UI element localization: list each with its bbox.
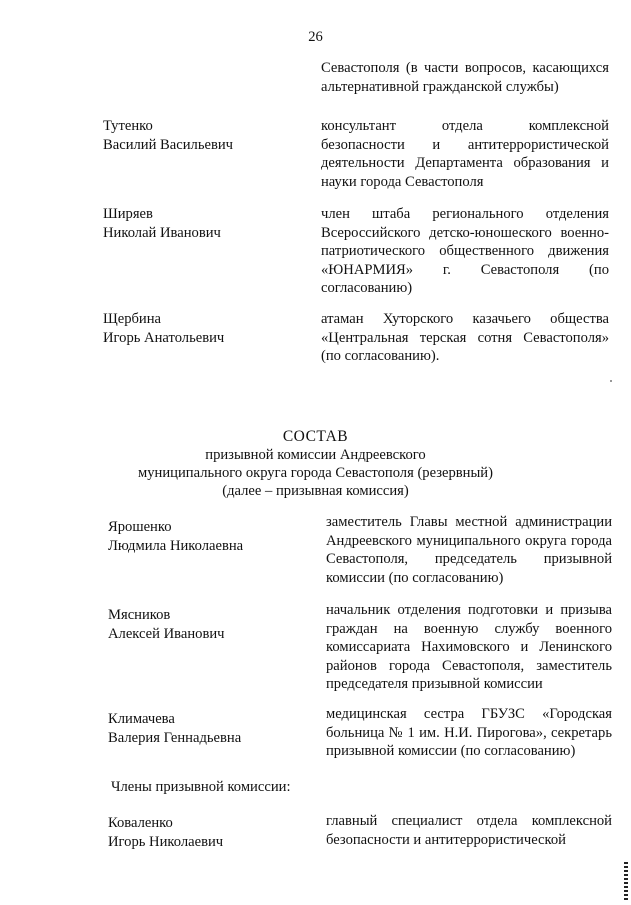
scan-speck xyxy=(610,380,612,382)
person-name-shiryaev: Ширяев Николай Иванович xyxy=(103,206,221,241)
person-role-klimacheva: медицинская сестра ГБУЗС «Городская больница № 1 им. Н.И. Пирогова», секретарь призывной комиссии (по согласованию) xyxy=(326,706,612,760)
person-role-kovalenko: главный специалист отдела комплексной безопасности и антитеррористической xyxy=(326,813,612,848)
members-label: Члены призывной комиссии: xyxy=(111,779,291,795)
person-role-yaroshenko: заместитель Главы местной администрации Андреевского муниципального округа города Севастополя, председатель призывной комиссии (по согласованию) xyxy=(326,514,612,586)
person-name-tutenko: Тутенко Василий Васильевич xyxy=(103,118,234,153)
person-name-shcherbina: Щербина Игорь Анатольевич xyxy=(103,311,225,346)
section-subtitle-line-2: муниципального округа города Севастополя (резервный) xyxy=(138,465,493,481)
person-role-shcherbina: атаман Хуторского казачьего общества «Центральная терская сотня Севастополя» (по согласованию). xyxy=(321,311,609,365)
person-role-tutenko: консультант отдела комплексной безопасности и антитеррористической деятельности Департамента образования и науки города Севастополя xyxy=(321,118,609,190)
section-subtitle-line-1: призывной комиссии Андреевского xyxy=(205,447,426,463)
person-name-kovalenko: Коваленко Игорь Николаевич xyxy=(108,815,224,850)
person-role-shiryaev: член штаба регионального отделения Всероссийского детско-юношеского военно-патриотического общественного движения «ЮНАРМИЯ» г. Севастополя (по согласованию) xyxy=(321,206,609,297)
scan-edge-mark xyxy=(624,862,628,900)
person-name-yaroshenko: Ярошенко Людмила Николаевна xyxy=(108,519,244,554)
top-continuation-text: Севастополя (в части вопросов, касающихся альтернативной гражданской службы) xyxy=(321,60,609,95)
person-role-myasnikov: начальник отделения подготовки и призыва граждан на военную службу военного комиссариата Нахимовского и Ленинского районов города Севастополя, заместитель председателя призывной комиссии xyxy=(326,602,612,693)
section-title: СОСТАВ xyxy=(282,428,349,445)
person-name-klimacheva: Климачева Валерия Геннадьевна xyxy=(108,711,242,746)
person-name-myasnikov: Мясников Алексей Иванович xyxy=(108,607,225,642)
page-number: 26 xyxy=(308,29,323,45)
section-subtitle-line-3: (далее – призывная комиссия) xyxy=(222,483,409,499)
